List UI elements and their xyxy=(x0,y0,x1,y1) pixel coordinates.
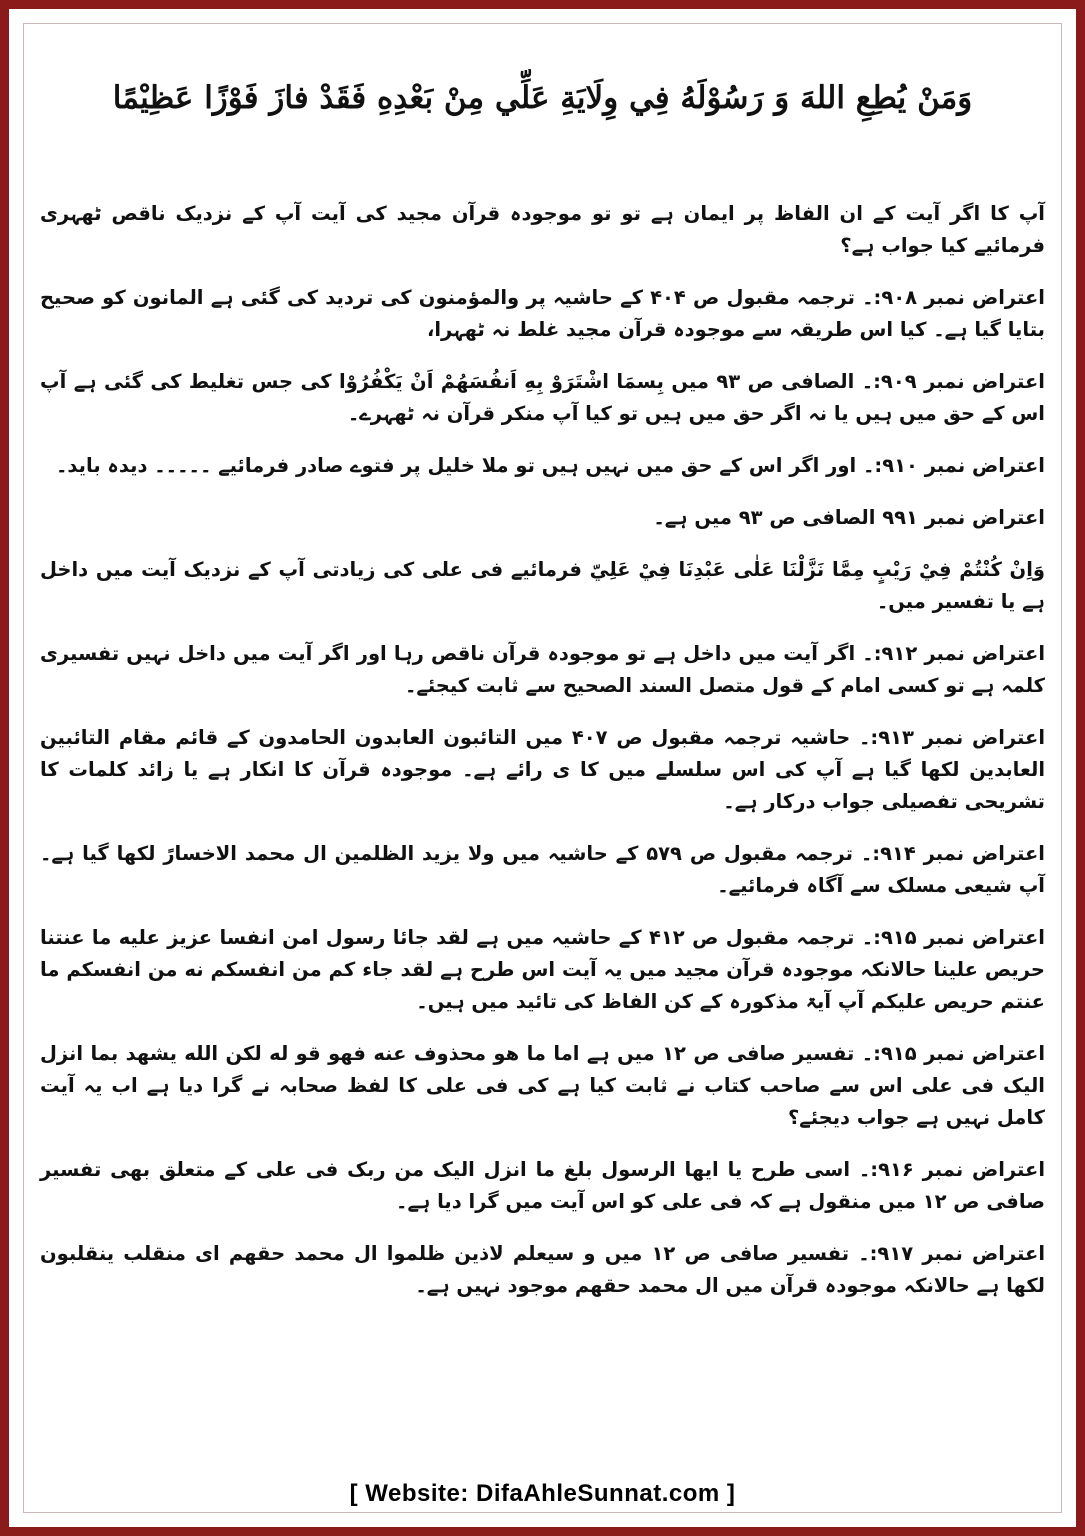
objection-915-b: اعتراض نمبر ۹۱۵:۔ تفسیر صافی ص ۱۲ میں ہے اما ما هو محذوف عنه فهو قو له لكن الله یشهد بما انزل الیک فی علی اس سے صاحب کتاب نے ثابت کیا ہے کی فی علی کا لفظ صحابہ نے گرا دیا ہے اب یہ آیت کامل نہیں ہے جواب دیجئے؟ xyxy=(40,1042,1046,1129)
document-body xyxy=(40,70,1045,1322)
objection-915-a: اعتراض نمبر ۹۱۵:۔ ترجمہ مقبول ص ۴۱۲ کے حاشیہ میں ہے لقد جائا رسول امن انفسا عزیز علیه ما عنتنا حریص علینا حالانکہ موجودہ قرآن مجید میں یہ آیت اس طرح ہے لقد جاء کم من انفسکم نه من انفسکم ما عنتم حریص علیکم آپ آیۃ مذکورہ کے کن الفاظ کی تائید میں ہیں۔ xyxy=(40,926,1045,1013)
objection-913: اعتراض نمبر ۹۱۳:۔ حاشیہ ترجمہ مقبول ص ۴۰۷ میں التائبون العابدون الحامدون کے قائم مقام التائبین العابدین لکھا گیا ہے آپ کی اس سلسلے میں کا ی رائے ہے۔ موجودہ قرآن کا انکار ہے یا زائد کلمات کا تشریحی تفصیلی جواب درکار ہے۔ xyxy=(40,726,1045,813)
website-footer: [ Website: DifaAhleSunnat.com ] xyxy=(349,1480,736,1507)
objection-917: اعتراض نمبر ۹۱۷:۔ تفسیر صافی ص ۱۲ میں و سیعلم لاذین ظلموا ال محمد حقهم ای منقلب ینقلبون لکھا ہے حالانکہ موجودہ قرآن میں ال محمد حقھم موجود نہیں ہے۔ xyxy=(40,1242,1046,1297)
objection-909: اعتراض نمبر ۹۰۹:۔ الصافی ص ۹۳ میں بِسمَا اشْتَرَوْ بِهِ اَنفُسَهُمْ اَنْ يَكْفُرُوْا کی جس تغلیط کی گئی ہے آپ اس کے حق میں ہیں یا نہ اگر حق میں ہیں تو کیا آپ منکر قرآن نہ ٹھہرے۔ xyxy=(40,370,1045,425)
verse-quote: وَاِنْ كُنْتُمْ فِيْ رَيْبٍ مِمَّا نَزَّلْنَا عَلٰى عَبْدِنَا فِيْ عَلِيّ فرمائیے فی علی کی زیادتی آپ کے نزدیک آیت میں داخل ہے یا تفسیر میں۔ xyxy=(40,558,1045,613)
objection-991: اعتراض نمبر ۹۹۱ الصافی ص ۹۳ میں ہے۔ xyxy=(653,506,1045,529)
objection-916: اعتراض نمبر ۹۱۶:۔ اسی طرح یا ایها الرسول بلغ ما انزل الیک من ربک فی علی کے متعلق بھی تفسیر صافی ص ۱۲ میں منقول ہے کہ فی علی کو اس آیت میں گرا دیا ہے۔ xyxy=(40,1158,1046,1213)
quranic-verse-heading: وَمَنْ يُطِعِ اللهَ وَ رَسُوْلَهُ فِي وِلَايَةِ عَلِّي مِنْ بَعْدِهِ فَقَدْ فازَ فَوْزًا عَظِيْمًا xyxy=(112,80,973,116)
objection-912: اعتراض نمبر ۹۱۲:۔ اگر آیت میں داخل ہے تو موجودہ قرآن ناقص رہا اور اگر آیت میں داخل نہیں تفسیری کلمہ ہے تو کسی امام کے قول متصل السند الصحیح سے ثابت کیجئے۔ xyxy=(40,642,1045,697)
objection-908: اعتراض نمبر ۹۰۸:۔ ترجمہ مقبول ص ۴۰۴ کے حاشیہ پر والمؤمنون کی تردید کی گئی ہے المانون کو صحیح بتایا گیا ہے۔ کیا اس طریقہ سے موجودہ قرآن مجید غلط نہ ٹھہرا، xyxy=(40,286,1045,341)
objection-910: اعتراض نمبر ۹۱۰:۔ اور اگر اس کے حق میں نہیں ہیں تو ملا خلیل پر فتوے صادر فرمائیے ۔۔۔۔۔ دیدہ باید۔ xyxy=(55,454,1045,477)
intro-paragraph: آپ کا اگر آیت کے ان الفاظ پر ایمان ہے تو تو موجودہ قرآن مجید کی آیت آپ کے نزدیک ناقص ٹھہری فرمائیے کیا جواب ہے؟ xyxy=(40,202,1045,257)
objection-914: اعتراض نمبر ۹۱۴:۔ ترجمہ مقبول ص ۵۷۹ کے حاشیہ میں ولا یزید الظلمین ال محمد الاخسارً لکھا گیا ہے۔ آپ شیعی مسلک سے آگاہ فرمائیے۔ xyxy=(40,842,1045,897)
